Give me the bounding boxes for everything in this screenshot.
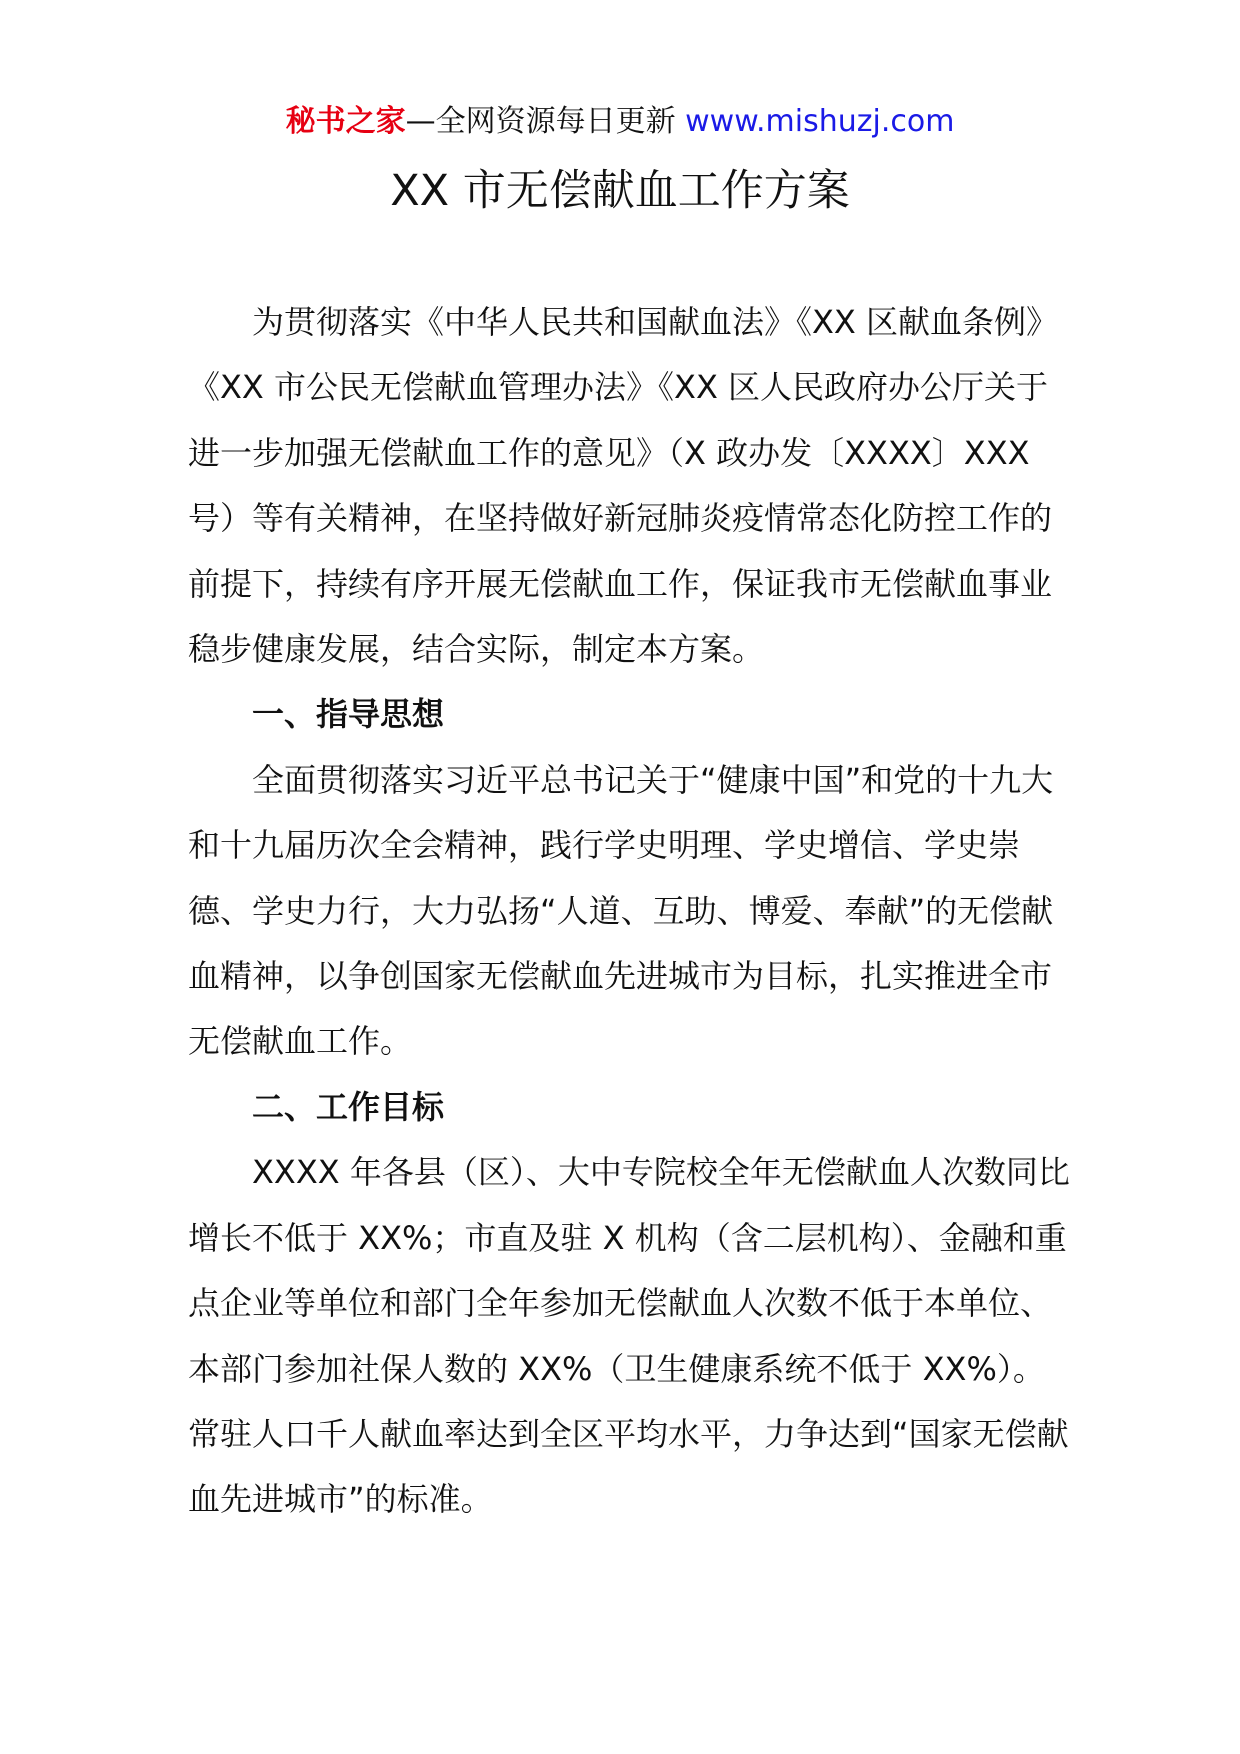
section-body-guiding-ideology: 全面贯彻落实习近平总书记关于“健康中国”和党的十九大和十九届历次全会精神，践行学史明理、学史增信、学史崇德、学史力行，大力弘扬“人道、互助、博爱、奉献”的无偿献血精神，以争创国家无偿献血先进城市为目标，扎实推进全市无偿献血工作。 bbox=[188, 760, 1054, 1061]
intro-paragraph: 为贯彻落实《中华人民共和国献血法》《XX 区献血条例》《XX 市公民无偿献血管理办法》《XX 区人民政府办公厅关于进一步加强无偿献血工作的意见》（X 政办发〔XXXX〕XXX 号）等有关精神，在坚持做好新冠肺炎疫情常态化防控工作的前提下，持续有序开展无偿献血工作，保证我市无偿献血事业稳步健康发展，结合实际，制定本方案。 bbox=[188, 303, 1059, 669]
banner-tagline: —全网资源每日更新 bbox=[405, 104, 686, 139]
document-title: XX 市无偿献血工作方案 bbox=[390, 166, 850, 216]
document-body bbox=[188, 290, 1076, 1533]
site-banner bbox=[0, 100, 1240, 144]
section-body-work-goals: XXXX 年各县（区）、大中专院校全年无偿献血人次数同比增长不低于 XX%；市直及驻 X 机构（含二层机构）、金融和重点企业等单位和部门全年参加无偿献血人次数不低于本单位、本部门参加社保人数的 XX%（卫生健康系统不低于 XX%）。常驻人口千人献血率达到全区平均水平，力争达到“国家无偿献血先进城市”的标准。 bbox=[188, 1153, 1070, 1519]
site-url-link[interactable]: www.mishuzj.com bbox=[685, 104, 955, 139]
section-heading-guiding-ideology: 一、指导思想 bbox=[252, 695, 445, 734]
section-heading-work-goals: 二、工作目标 bbox=[252, 1087, 445, 1126]
brand-name: 秘书之家 bbox=[285, 104, 406, 139]
